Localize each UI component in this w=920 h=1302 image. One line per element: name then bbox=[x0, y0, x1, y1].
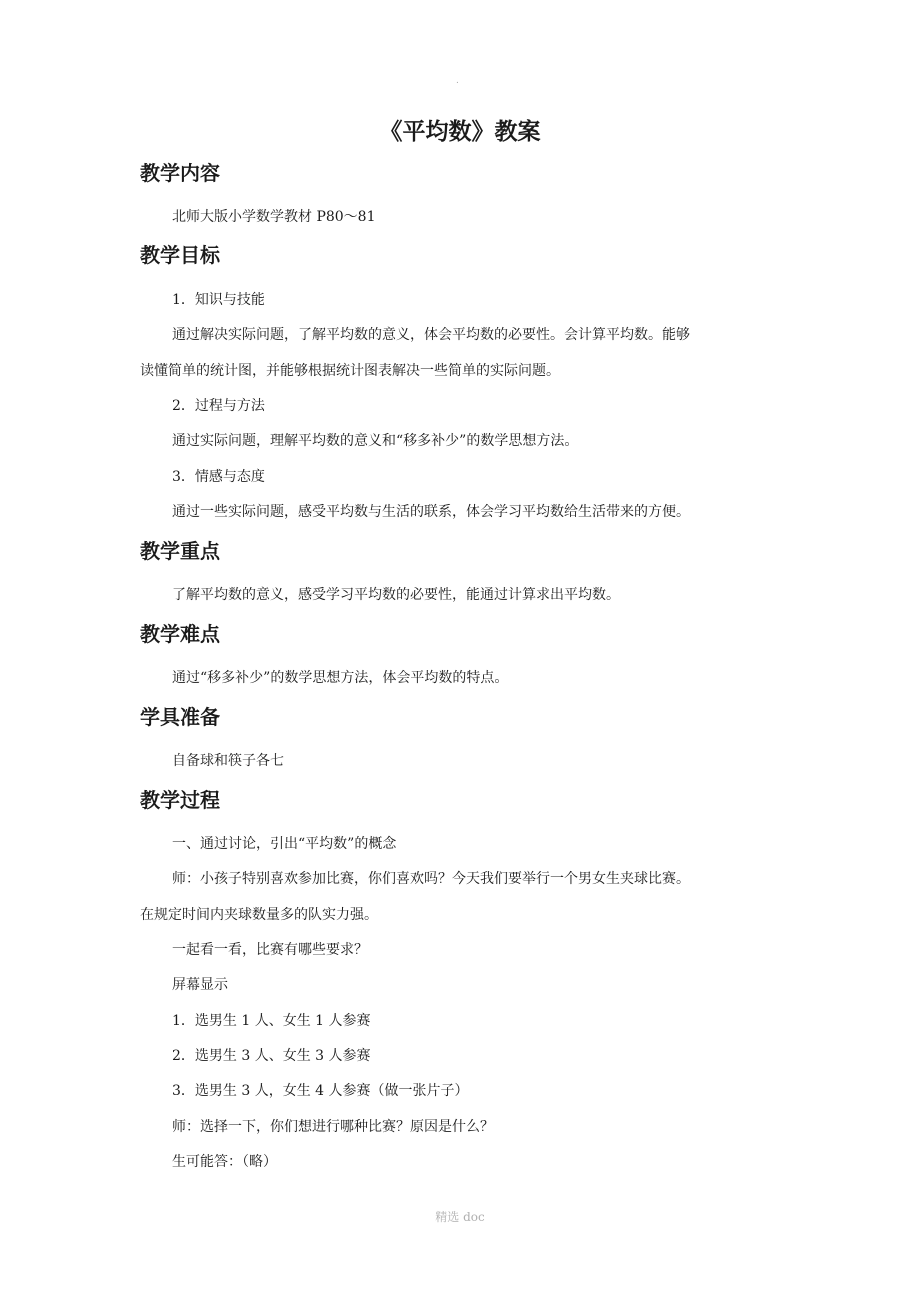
heading-materials: 学具准备 bbox=[140, 705, 220, 729]
teacher-line2: 师：选择一下，你们想进行哪种比赛？原因是什么？ bbox=[172, 1119, 494, 1135]
goal1-text-line1: 通过解决实际问题，了解平均数的意义，体会平均数的必要性。会计算平均数。能够 bbox=[172, 327, 690, 343]
heading-difficulties: 教学难点 bbox=[140, 622, 220, 646]
goal1-text-line2: 读懂简单的统计图，并能够根据统计图表解决一些简单的实际问题。 bbox=[140, 363, 560, 379]
materials-text: 自备球和筷子各七 bbox=[172, 753, 284, 769]
teacher-line1-cont: 在规定时间内夹球数量多的队实力强。 bbox=[140, 907, 378, 923]
heading-goals: 教学目标 bbox=[140, 243, 220, 267]
process-line3: 一起看一看，比赛有哪些要求？ bbox=[172, 942, 368, 958]
heading-content: 教学内容 bbox=[140, 161, 220, 185]
header-mark: . bbox=[456, 76, 459, 86]
process-line4: 屏幕显示 bbox=[172, 977, 228, 993]
teacher-line1: 师：小孩子特别喜欢参加比赛，你们喜欢吗？今天我们要举行一个男女生夹球比赛。 bbox=[172, 871, 690, 887]
option-1: 1．选男生 1 人、女生 1 人参赛 bbox=[172, 1013, 371, 1029]
goal3-text: 通过一些实际问题，感受平均数与生活的联系，体会学习平均数给生活带来的方便。 bbox=[172, 504, 690, 520]
student-answer: 生可能答：（略） bbox=[172, 1154, 277, 1170]
key-points-text: 了解平均数的意义，感受学习平均数的必要性，能通过计算求出平均数。 bbox=[172, 587, 620, 603]
option-3: 3．选男生 3 人，女生 4 人参赛（做一张片子） bbox=[172, 1083, 469, 1099]
process-step1: 一、通过讨论，引出“平均数”的概念 bbox=[172, 836, 397, 852]
content-text: 北师大版小学数学教材 P80～81 bbox=[172, 209, 376, 225]
footer-watermark: 精选 doc bbox=[435, 1210, 485, 1224]
goal2-label: 2．过程与方法 bbox=[172, 398, 265, 414]
goal3-label: 3．情感与态度 bbox=[172, 469, 265, 485]
heading-process: 教学过程 bbox=[140, 788, 220, 812]
heading-key-points: 教学重点 bbox=[140, 539, 220, 563]
option-2: 2．选男生 3 人、女生 3 人参赛 bbox=[172, 1048, 371, 1064]
difficulties-text: 通过“移多补少”的数学思想方法，体会平均数的特点。 bbox=[172, 670, 509, 686]
goal2-text: 通过实际问题，理解平均数的意义和“移多补少”的数学思想方法。 bbox=[172, 433, 579, 449]
goal1-label: 1．知识与技能 bbox=[172, 292, 265, 308]
document-title: 《平均数》教案 bbox=[379, 119, 541, 145]
